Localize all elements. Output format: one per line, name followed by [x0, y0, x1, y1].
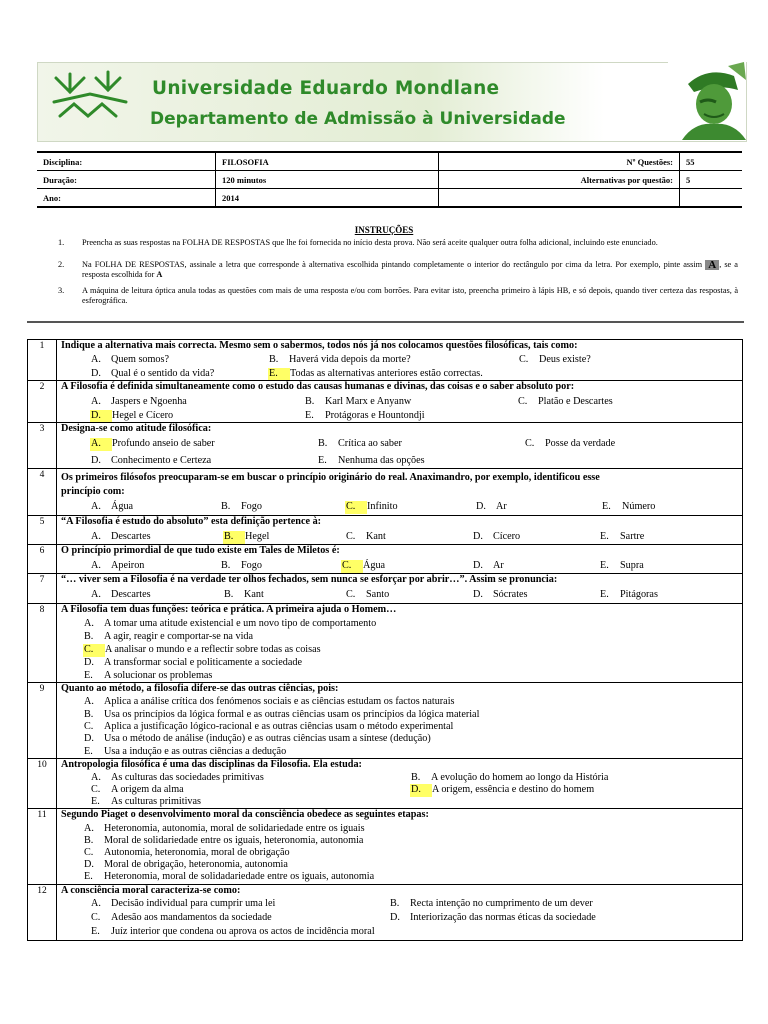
option-d[interactable]: D. Ar [473, 560, 504, 571]
option-b[interactable]: B. A evolução do homem ao longo da História [411, 772, 609, 783]
option-d[interactable]: D. Ar [476, 501, 507, 512]
option-e[interactable]: E. Sartre [600, 531, 645, 542]
question-text-continued: princípio com: [61, 486, 125, 497]
instruction-item [58, 286, 738, 306]
option-b[interactable]: B. Fogo [221, 560, 262, 571]
selected-answer-highlight: A. [90, 438, 112, 451]
question-text: Antropologia filosófica é uma das disciplinas da Filosofia. Ela estuda: [61, 759, 362, 770]
question-block [27, 544, 743, 574]
option-c[interactable]: C. Adesão aos mandamentos da sociedade [91, 912, 272, 923]
option-b[interactable]: B. Hegel [224, 531, 270, 542]
option-a[interactable]: A. Aplica a análise crítica dos fenómenos sociais e as ciências estudam os factos naturais [84, 696, 455, 707]
year-label: Ano: [37, 189, 216, 208]
option-b[interactable]: B. Crítica ao saber [318, 438, 402, 449]
question-number: 7 [28, 574, 57, 603]
year-value: 2014 [216, 189, 439, 208]
question-number: 9 [28, 683, 57, 758]
question-block [27, 884, 743, 941]
question-block [27, 603, 743, 683]
option-d[interactable]: D. Sócrates [473, 589, 528, 600]
question-block [27, 682, 743, 759]
option-e[interactable]: E. Nenhuma das opções [318, 455, 425, 466]
option-b[interactable]: B. A agir, reagir e comportar-se na vida [84, 631, 254, 642]
option-d[interactable]: D. Cícero [473, 531, 521, 542]
duration-value: 120 minutos [216, 171, 439, 189]
option-b[interactable]: B. Moral de solidariedade entre os iguais, heteronomia, autonomia [84, 835, 364, 846]
option-a[interactable]: A. Água [91, 501, 134, 512]
option-e[interactable]: E. As culturas primitivas [91, 796, 201, 807]
option-d[interactable]: D. Usa o método de análise (indução) e as outras ciências usam a síntese (dedução) [84, 733, 431, 744]
question-text: A Filosofia tem duas funções: teórica e prática. A primeira ajuda o Homem… [61, 604, 397, 615]
question-block [27, 758, 743, 809]
option-e[interactable]: E. Supra [600, 560, 644, 571]
question-text: “… viver sem a Filosofia é na verdade ter olhos fechados, sem nunca se esforçar por abrir…”. Assim se pronuncia: [61, 574, 558, 585]
university-title: Universidade Eduardo Mondlane [152, 78, 500, 99]
section-divider [27, 321, 744, 323]
option-b[interactable]: B. Recta intenção no cumprimento de um dever [390, 898, 593, 909]
option-e[interactable]: E. Pitágoras [600, 589, 658, 600]
option-a[interactable]: A. Descartes [91, 531, 151, 542]
option-b[interactable]: B. Haverá vida depois da morte? [269, 354, 411, 365]
option-c[interactable]: C. Posse da verdade [525, 438, 616, 449]
question-number: 3 [28, 423, 57, 468]
question-block [27, 380, 743, 423]
option-e[interactable]: E. Usa a indução e as outras ciências a dedução [84, 746, 287, 757]
question-block [27, 422, 743, 469]
question-text: Indique a alternativa mais correcta. Mesmo sem o sabermos, todos nós já nos colocamos questões filosóficas, tais como: [61, 340, 578, 351]
option-c[interactable]: C. Água [342, 560, 386, 571]
option-b[interactable]: B. Fogo [221, 501, 262, 512]
portrait-image [668, 62, 746, 140]
instruction-text: Preencha as suas respostas na FOLHA DE RESPOSTAS que lhe foi fornecida no início desta prova. Não será aceite qualquer outra folha adicional, incluindo este enunciado. [82, 238, 658, 247]
instruction-number: 2. [58, 260, 65, 269]
discipline-label: Disciplina: [37, 152, 216, 171]
selected-answer-highlight: B. [223, 531, 245, 544]
question-text: A consciência moral caracteriza-se como: [61, 885, 241, 896]
question-text: “A Filosofia é estudo do absoluto” esta definição pertence à: [61, 516, 322, 527]
selected-answer-highlight: C. [341, 560, 363, 573]
option-e[interactable]: E. Heteronomia, moral de solidadariedade entre os iguais, autonomia [84, 871, 375, 882]
question-number: 5 [28, 516, 57, 544]
selected-answer-highlight: C. [345, 501, 367, 514]
empty-cell [680, 189, 743, 208]
selected-answer-highlight: D. [90, 410, 112, 423]
question-text: Segundo Piaget o desenvolvimento moral da consciência obedece as seguintes etapas: [61, 809, 429, 820]
option-e[interactable]: E. Juíz interior que condena ou aprova os actos de incidência moral [91, 926, 375, 937]
option-a[interactable]: A. Apeiron [91, 560, 145, 571]
question-number: 6 [28, 545, 57, 573]
selected-answer-highlight: D. [410, 784, 432, 797]
option-a[interactable]: A. A tomar uma atitude existencial e um novo tipo de comportamento [84, 618, 377, 629]
option-a[interactable]: A. Heteronomia, autonomia, moral de solidariedade entre os iguais [84, 823, 365, 834]
university-logo-icon [50, 68, 130, 120]
option-c[interactable]: C. A origem da alma [91, 784, 184, 795]
instructions-title: INSTRUÇÕES [354, 225, 414, 235]
question-block [27, 515, 743, 545]
instruction-number: 1. [58, 238, 65, 247]
alternatives-label: Alternativas por questão: [439, 171, 680, 189]
info-row [37, 152, 742, 171]
option-a[interactable]: A. Descartes [91, 589, 151, 600]
option-c[interactable]: C. Kant [346, 531, 386, 542]
option-d[interactable]: D. A transformar social e politicamente a sociedade [84, 657, 303, 668]
option-b[interactable]: B. Kant [224, 589, 264, 600]
question-number: 11 [28, 809, 57, 884]
option-d[interactable]: D. Interiorização das normas éticas da sociedade [390, 912, 596, 923]
option-b[interactable]: B. Karl Marx e Anyanw [305, 396, 412, 407]
header-banner [37, 62, 747, 142]
duration-label: Duração: [37, 171, 216, 189]
option-c[interactable]: C. Deus existe? [519, 354, 591, 365]
empty-cell [439, 189, 680, 208]
option-c[interactable]: C. Aplica a justificação lógico-racional e as outras ciências usam o método experimental [84, 721, 454, 732]
question-number: 12 [28, 885, 57, 940]
question-number: 4 [28, 469, 57, 515]
selected-answer-highlight: E. [268, 368, 290, 381]
info-row [37, 189, 742, 208]
question-block [27, 468, 743, 516]
option-d[interactable]: D. A origem, essência e destino do homem [411, 784, 595, 795]
instruction-text: A máquina de leitura óptica anula todas as questões com mais de uma resposta e/ou com borrões. Para evitar isto, preencha primeiro à lápis HB, e só depois, quando tiver certeza das respostas, à esferográfica. [82, 286, 738, 305]
question-number: 2 [28, 381, 57, 422]
option-d[interactable]: D. Moral de obrigação, heteronomia, autonomia [84, 859, 288, 870]
option-e[interactable]: E. Todas as alternativas anteriores estão correctas. [269, 368, 483, 379]
question-number: 10 [28, 759, 57, 808]
question-text: A Filosofia é definida simultaneamente como o estudo das causas humanas e divinas, das coisas e o saber absoluto por: [61, 381, 575, 392]
info-row [37, 171, 742, 189]
question-text: Quanto ao método, a filosofia difere-se das outras ciências, pois: [61, 683, 339, 694]
question-text: Designa-se como atitude filosófica: [61, 423, 212, 434]
instruction-item [58, 260, 738, 280]
option-c[interactable]: C. Platão e Descartes [518, 396, 613, 407]
instruction-item [58, 238, 738, 248]
option-d[interactable]: D. Qual é o sentido da vida? [91, 368, 215, 379]
option-a[interactable]: A. As culturas das sociedades primitivas [91, 772, 264, 783]
option-e[interactable]: E. Número [602, 501, 656, 512]
question-text: O princípio primordial de que tudo existe em Tales de Miletos é: [61, 545, 340, 556]
filled-mark-example: A [705, 260, 719, 270]
question-number: 8 [28, 604, 57, 682]
option-d[interactable]: D. Conhecimento e Certeza [91, 455, 212, 466]
question-count-label: Nº Questões: [439, 152, 680, 171]
option-a[interactable]: A. Jaspers e Ngoenha [91, 396, 187, 407]
option-c[interactable]: C. Autonomia, heteronomia, moral de obrigação [84, 847, 290, 858]
option-b[interactable]: B. Usa os princípios da lógica formal e as outras ciências usam os princípios da lógica material [84, 709, 480, 720]
question-count-value: 55 [680, 152, 743, 171]
option-a[interactable]: A. Decisão individual para cumprir uma lei [91, 898, 276, 909]
department-title: Departamento de Admissão à Universidade [150, 109, 566, 129]
option-a[interactable]: A. Profundo anseio de saber [91, 438, 215, 449]
question-block [27, 339, 743, 381]
instruction-text: Na FOLHA DE RESPOSTAS, assinale a letra que corresponde à alternativa escolhida pintando completamente o interior do rectângulo por cima da letra. Por exemplo, pinte assim A , se a resposta escolhida for A [82, 259, 738, 280]
option-a[interactable]: A. Quem somos? [91, 354, 170, 365]
alternatives-value: 5 [680, 171, 743, 189]
exam-info-table [37, 151, 742, 208]
question-block [27, 573, 743, 604]
option-d[interactable]: D. Hegel e Cícero [91, 410, 174, 421]
question-number: 1 [28, 340, 57, 380]
question-text: Os primeiros filósofos preocuparam-se em buscar o princípio originário do real. Anaximandro, por exemplo, identificou esse [61, 472, 600, 483]
discipline-value: FILOSOFIA [216, 152, 439, 171]
selected-answer-highlight: C. [83, 644, 105, 657]
option-c[interactable]: C. Santo [346, 589, 390, 600]
option-e[interactable]: E. A solucionar os problemas [84, 670, 213, 681]
question-block [27, 808, 743, 885]
option-e[interactable]: E. Protágoras e Hountondji [305, 410, 425, 421]
option-c[interactable]: C. Infinito [346, 501, 398, 512]
option-c[interactable]: C. A analisar o mundo e a reflectir sobre todas as coisas [84, 644, 321, 655]
instruction-number: 3. [58, 286, 65, 295]
